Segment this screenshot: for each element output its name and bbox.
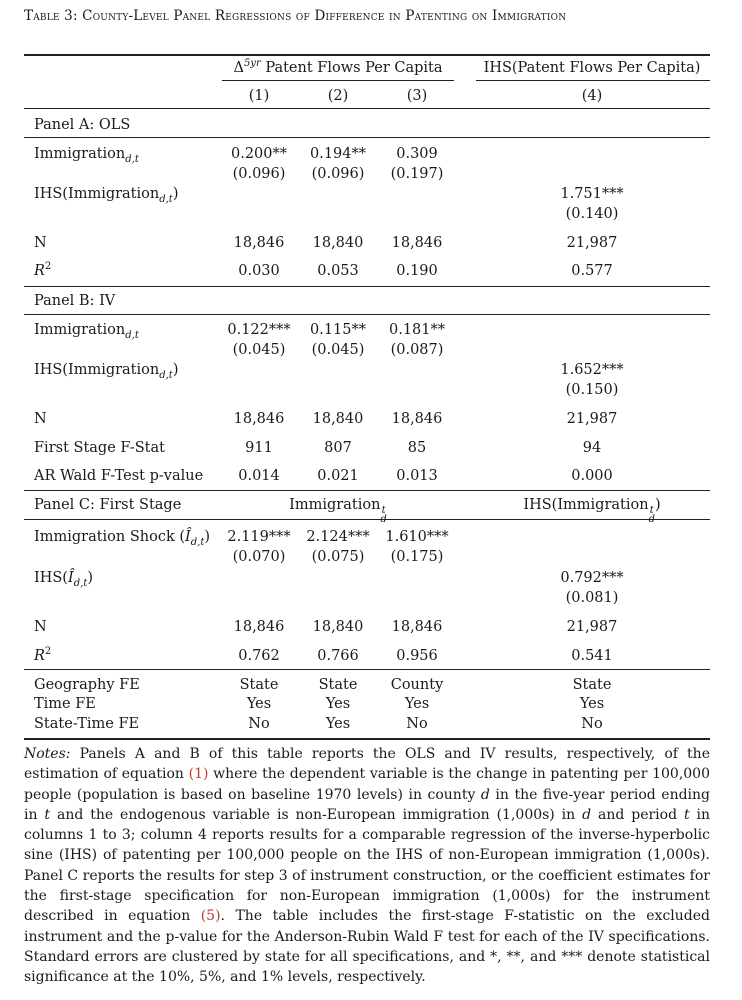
- panel-b-coef-3: 0.181**: [388, 322, 446, 338]
- regression-table: [24, 52, 710, 742]
- panel-a-title-rule: [24, 137, 710, 138]
- geo-fe-2: State: [318, 677, 358, 693]
- panel-b-ar-2: 0.021: [317, 468, 359, 484]
- panel-c-r2-2: 0.766: [317, 648, 359, 664]
- panel-c-n-label: N: [34, 619, 47, 635]
- panel-a-r2-4: 0.577: [571, 263, 613, 279]
- state-time-fe-1: No: [248, 716, 270, 732]
- state-time-fe-2: Yes: [325, 716, 351, 732]
- panel-b-se-2: (0.045): [311, 342, 365, 358]
- equation-1-link[interactable]: (1): [188, 766, 209, 783]
- geo-fe-1: State: [239, 677, 279, 693]
- panel-b-n-2: 18,840: [312, 411, 364, 427]
- panel-c-se-2: (0.075): [311, 549, 365, 565]
- panel-c-r2-label: $R^2$: [34, 646, 52, 664]
- panel-b-n-label: N: [34, 411, 47, 427]
- panel-b-fstat-label: First Stage F-Stat: [34, 440, 165, 456]
- group2-underline: [476, 80, 710, 81]
- panel-a-se-3: (0.197): [390, 166, 444, 182]
- table-notes: Notes: Panels A and B of this table reports the OLS and IV results, respectively, of the estimation of equation (1) where the dependent variable is the change in patenting per 100,000 people (population is based on baseline 1970 levels) in county d in the five-year period ending in t and the endogenous variable is non-European immigration (1,000s) in d and period t in columns 1 to 3; column 4 reports results for a comparable regression of the inverse-hyperbolic sine (IHS) of patenting per 100,000 people on the IHS of non-European immigration (1,000s). Panel C reports the results for step 3 of instrument construction, or the coefficient estimates for the first-stage specification for non-European immigration (1,000s) for the instrument described in equation (5). The table includes the first-stage F-statistic on the excluded instrument and the p-value for the Anderson-Rubin Wald F test for each of the IV specifications. Standard errors are clustered by state for all specifications, and *, **, and *** denote statistical significance at the 10%, 5%, and 1% levels, respectively.: [24, 746, 711, 986]
- panel-a-r2-2: 0.053: [317, 263, 359, 279]
- panel-a-n-label: N: [34, 235, 47, 251]
- panel-a-coef-2: 0.194**: [309, 146, 367, 162]
- panel-a-r2-1: 0.030: [238, 263, 280, 279]
- panel-a-n-3: 18,846: [391, 235, 443, 251]
- panel-b-fstat-3: 85: [407, 440, 427, 456]
- panel-c-r2-3: 0.956: [396, 648, 438, 664]
- panel-b-n-4: 21,987: [566, 411, 618, 427]
- panel-a-immigration-label: Immigration$_{d,t}$: [34, 146, 139, 165]
- panel-a-r2-3: 0.190: [396, 263, 438, 279]
- panel-c-n-3: 18,846: [391, 619, 443, 635]
- time-fe-1: Yes: [246, 696, 272, 712]
- panel-c-dep-var-2: IHS(Immigration t d ): [523, 497, 661, 525]
- panel-c-n-4: 21,987: [566, 619, 618, 635]
- panel-a-se-2: (0.096): [311, 166, 365, 182]
- group1-header: $\Delta^{5yr}$ Patent Flows Per Capita: [233, 58, 443, 76]
- header-rule: [24, 108, 710, 109]
- panel-a-n-4: 21,987: [566, 235, 618, 251]
- col-number-3: (3): [406, 88, 428, 104]
- panel-c-n-1: 18,846: [233, 619, 285, 635]
- equation-5-link[interactable]: (5): [200, 908, 221, 925]
- state-time-fe-label: State-Time FE: [34, 716, 140, 732]
- time-fe-2: Yes: [325, 696, 351, 712]
- panel-c-ihs-coef: 0.792***: [560, 570, 624, 586]
- panel-c-title: Panel C: First Stage: [34, 497, 182, 513]
- panel-a-coef-1: 0.200**: [230, 146, 288, 162]
- panel-b-title: Panel B: IV: [34, 293, 116, 309]
- top-rule: [24, 54, 710, 56]
- panel-c-shock-label: Immigration Shock $(Î_{d,t})$: [34, 529, 211, 548]
- panel-c-se-1: (0.070): [232, 549, 286, 565]
- panel-a-coef-3: 0.309: [396, 146, 438, 162]
- col-number-4: (4): [581, 88, 603, 104]
- panel-a-ihs-coef: 1.751***: [560, 186, 624, 202]
- panel-b-top-rule: [24, 286, 710, 287]
- panel-a-n-2: 18,840: [312, 235, 364, 251]
- panel-c-dep-var-1: Immigration t d: [289, 497, 387, 525]
- geo-fe-3: County: [390, 677, 444, 693]
- geo-fe-4: State: [572, 677, 612, 693]
- panel-c-se-3: (0.175): [390, 549, 444, 565]
- panel-b-n-3: 18,846: [391, 411, 443, 427]
- state-time-fe-3: No: [406, 716, 428, 732]
- col-number-2: (2): [327, 88, 349, 104]
- panel-b-immigration-label: Immigration$_{d,t}$: [34, 322, 139, 341]
- panel-b-ar-1: 0.014: [238, 468, 280, 484]
- panel-b-ar-3: 0.013: [396, 468, 438, 484]
- panel-c-coef-2: 2.124***: [306, 529, 370, 545]
- panel-b-title-rule: [24, 314, 710, 315]
- panel-b-ihs-label: IHS(Immigration$_{d,t}$): [34, 362, 179, 381]
- panel-a-title: Panel A: OLS: [34, 117, 131, 133]
- panel-b-se-3: (0.087): [390, 342, 444, 358]
- panel-b-fstat-4: 94: [582, 440, 602, 456]
- state-time-fe-4: No: [581, 716, 603, 732]
- group1-underline: [222, 80, 454, 81]
- geo-fe-label: Geography FE: [34, 677, 140, 693]
- panel-b-fstat-1: 911: [245, 440, 273, 456]
- panel-b-ar-4: 0.000: [571, 468, 613, 484]
- panel-b-fstat-2: 807: [324, 440, 352, 456]
- panel-b-coef-2: 0.115**: [309, 322, 367, 338]
- panel-b-ihs-coef: 1.652***: [560, 362, 624, 378]
- panel-c-top-rule: [24, 490, 710, 491]
- panel-c-coef-3: 1.610***: [385, 529, 449, 545]
- panel-b-n-1: 18,846: [233, 411, 285, 427]
- panel-c-ihs-label: $IHS(Î_{d,t})$: [34, 570, 93, 589]
- panel-a-r2-label: $R^2$: [34, 261, 52, 279]
- panel-c-r2-1: 0.762: [238, 648, 280, 664]
- panel-a-n-1: 18,846: [233, 235, 285, 251]
- time-fe-3: Yes: [404, 696, 430, 712]
- panel-b-se-1: (0.045): [232, 342, 286, 358]
- panel-a-ihs-label: IHS(Immigration$_{d,t}$): [34, 186, 179, 205]
- table-caption: Table 3: County-Level Panel Regressions of Difference in Patenting on Immigration: [24, 8, 567, 24]
- panel-a-ihs-se: (0.140): [565, 206, 619, 222]
- bottom-rule: [24, 738, 710, 740]
- col-number-1: (1): [248, 88, 270, 104]
- panel-b-ar-label: AR Wald F-Test p-value: [34, 468, 204, 484]
- panel-c-n-2: 18,840: [312, 619, 364, 635]
- panel-c-r2-4: 0.541: [571, 648, 613, 664]
- time-fe-4: Yes: [579, 696, 605, 712]
- fe-top-rule: [24, 669, 710, 670]
- panel-b-coef-1: 0.122***: [227, 322, 291, 338]
- panel-b-ihs-se: (0.150): [565, 382, 619, 398]
- panel-c-coef-1: 2.119***: [227, 529, 291, 545]
- panel-c-ihs-se: (0.081): [565, 590, 619, 606]
- panel-a-se-1: (0.096): [232, 166, 286, 182]
- time-fe-label: Time FE: [34, 696, 96, 712]
- group2-header: IHS(Patent Flows Per Capita): [483, 60, 701, 76]
